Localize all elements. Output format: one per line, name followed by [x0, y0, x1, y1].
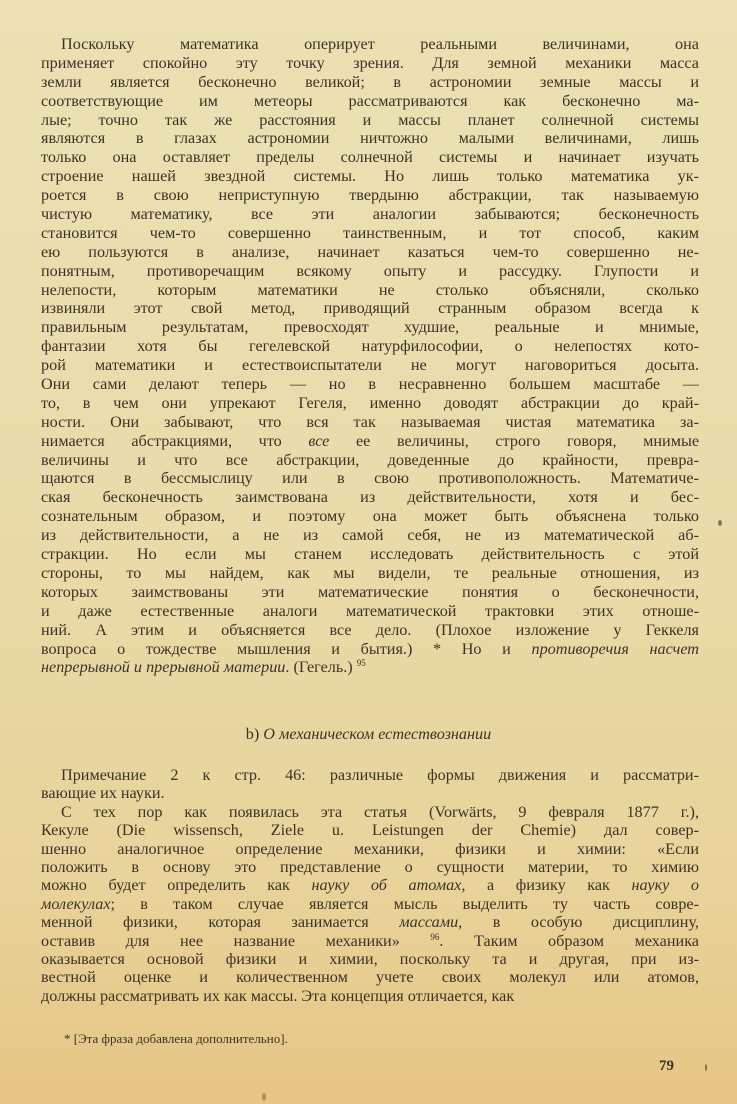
text-segment: . Таким образом механика	[439, 931, 699, 950]
text-line	[41, 356, 699, 375]
text-line	[41, 526, 699, 545]
text-segment: оставив для нее название механики»	[41, 931, 431, 950]
text-segment: из действительности, а не из самой себя, не из математической аб-	[41, 526, 699, 545]
text-segment: щаются в бессмыслицу или в свою противоположность. Математиче-	[41, 469, 699, 488]
text-segment: Поскольку математика оперирует реальными величинами, она	[61, 35, 699, 53]
text-segment: ская бесконечность заимствована из действительности, хотя и бес-	[41, 488, 699, 507]
text-segment: стороны, то мы найдем, как мы видели, те реальные отношения, из	[41, 563, 699, 582]
text-segment: то, в чем они упрекают Гегеля, именно доводят абстракции до край-	[41, 393, 699, 412]
text-segment: лые; точно так же расстояния и массы планет солнечной системы	[41, 110, 699, 129]
text-line	[41, 932, 699, 950]
text-line	[41, 564, 699, 583]
text-segment: , в особую дисциплину,	[458, 913, 699, 932]
text-segment: извиняли этот свой метод, приводящий странным образом всегда к	[41, 299, 699, 318]
text-line	[41, 987, 699, 1005]
note-reference: 95	[356, 658, 366, 669]
paragraph-mechanical-science	[41, 766, 699, 1005]
text-line	[41, 784, 699, 802]
section-label: b)	[245, 725, 260, 743]
text-line	[41, 73, 699, 92]
text-line	[41, 469, 699, 488]
text-segment: строение нашей звездной системы. Но лишь только математика ук-	[41, 167, 699, 186]
text-segment: Кекуле (Die wissensch, Ziele u. Leistungen der Chemie) дал совер-	[41, 821, 699, 840]
italic-text: противоречия насчет	[531, 639, 699, 658]
italic-text: науку об атомах	[311, 876, 462, 895]
page-number: 79	[659, 1058, 674, 1074]
text-line	[41, 243, 699, 262]
text-line	[41, 968, 699, 986]
text-segment: положить в основу это представление о сущности материи, то химию	[41, 857, 699, 876]
text-segment: ности. Они забывают, что вся так называемая чистая математика за-	[41, 412, 699, 431]
text-segment: рой математики и естествоиспытатели не могут наговориться досыта.	[41, 356, 699, 375]
text-segment: , а физику как	[461, 876, 632, 895]
text-segment: фантазии хотя бы гегелевской натурфилософии, о нелепостях кото-	[41, 337, 699, 356]
text-segment: которых заимствованы эти математические понятия о бесконечности,	[41, 582, 699, 601]
text-segment: вестной оценке и количественном учете своих молекул или атомов,	[41, 968, 699, 987]
text-segment: только она оставляет пределы солнечной системы и начинает изучать	[41, 148, 699, 167]
text-segment: Они сами делают теперь — но в несравненно большем масштабе —	[41, 375, 699, 394]
text-line	[41, 621, 699, 640]
text-line	[41, 895, 699, 913]
text-segment: понятным, противоречащим всякому опыту и рассудку. Глупости и	[41, 261, 699, 280]
text-line	[41, 54, 699, 73]
text-line	[41, 129, 699, 148]
text-segment: земли является бесконечно великой; в астрономии земные массы и	[41, 72, 699, 91]
text-segment: применяет спокойно эту точку зрения. Для земной механики масса	[41, 53, 699, 72]
text-line	[41, 318, 699, 337]
text-segment: роется в свою неприступную твердыню абстракции, так называемую	[41, 186, 699, 205]
text-segment: менной физики, которая занимается	[41, 913, 400, 932]
text-segment: должны рассматривать их как массы. Эта концепция отличается, как	[41, 986, 515, 1005]
text-line	[41, 299, 699, 318]
text-line	[41, 821, 699, 839]
text-segment: нимается абстракциями, что	[41, 431, 309, 450]
text-line	[41, 148, 699, 167]
text-segment: правильным результатам, превосходят худшие, реальные и мнимые,	[41, 318, 699, 337]
text-segment: нелепости, которым математики не столько объясняли, сколько	[41, 280, 699, 299]
text-segment: чистую математику, все эти аналогии забываются; бесконечность	[41, 205, 699, 224]
text-segment: Примечание 2 к стр. 46: различные формы движения и рассматри-	[61, 766, 699, 784]
text-line	[41, 913, 699, 931]
text-line	[41, 840, 699, 858]
text-line	[41, 451, 699, 470]
text-segment: величины и что все абстракции, доведенные до крайности, превра-	[41, 450, 699, 469]
text-line	[41, 545, 699, 564]
text-segment: можно будет определить как	[41, 876, 312, 895]
text-line	[41, 488, 699, 507]
text-segment: С тех пор как появилась эта статья (Vorwärts, 9 февраля 1877 г.),	[61, 802, 699, 821]
text-segment: и даже естественные аналоги математической трактовки этих отноше-	[41, 601, 699, 620]
text-line	[41, 35, 699, 54]
footnote: * [Эта фраза добавлена дополнительно].	[64, 1031, 288, 1046]
text-segment: . (Гегель.)	[285, 658, 357, 677]
text-line	[41, 876, 699, 894]
text-line	[41, 766, 699, 784]
ink-speck	[705, 1064, 707, 1071]
text-line	[41, 432, 699, 451]
text-line	[41, 658, 699, 677]
text-segment: ее величины, строго говоря, мнимые	[329, 431, 700, 450]
text-line	[41, 281, 699, 300]
text-line	[41, 602, 699, 621]
text-line	[41, 394, 699, 413]
italic-text: массами	[399, 913, 459, 932]
text-line	[41, 262, 699, 281]
text-line	[41, 92, 699, 111]
italic-text: непрерывной и прерывной материи	[41, 658, 286, 677]
text-line	[41, 205, 699, 224]
text-line	[41, 640, 699, 659]
text-segment: шенно аналогичное определение механики, физики и химии: «Если	[41, 839, 699, 858]
text-segment: стракции. Но если мы станем исследовать действительность с этой	[41, 545, 699, 564]
text-line	[41, 224, 699, 243]
text-line	[41, 375, 699, 394]
text-line	[41, 111, 699, 130]
text-line	[41, 507, 699, 526]
text-segment: сознательным образом, и поэтому она может быть объяснена только	[41, 507, 699, 526]
text-line	[41, 950, 699, 968]
text-line	[41, 858, 699, 876]
text-segment: ; в таком случае является мысль выделить ту часть совре-	[110, 894, 699, 913]
text-segment: становится чем-то совершенно таинственным, и тот способ, каким	[41, 223, 699, 242]
text-line	[41, 167, 699, 186]
text-segment: ний. А этим и объясняется все дело. (Плохое изложение у Геккеля	[41, 620, 699, 639]
text-segment: оказывается основой физики и химии, поскольку та и другая, при из-	[41, 949, 699, 968]
text-line	[41, 583, 699, 602]
italic-text: науку о	[631, 876, 700, 895]
text-line	[41, 186, 699, 205]
ink-speck	[718, 520, 722, 526]
paragraph-infinity-mathematics	[41, 35, 699, 677]
text-line	[41, 337, 699, 356]
text-line	[41, 413, 699, 432]
text-segment: соответствующие им метеоры рассматриваются как бесконечно ма-	[41, 91, 699, 110]
text-line	[41, 803, 699, 821]
section-title: О механическом естествознании	[263, 725, 492, 743]
text-segment: вающие их науки.	[41, 784, 165, 803]
text-segment: вопроса о тождестве мышления и бытия.) * Но и	[41, 639, 532, 658]
note-reference: 96	[430, 931, 440, 942]
section-heading	[0, 725, 737, 744]
ink-speck	[262, 1093, 266, 1101]
text-segment: являются в глазах астрономии ничтожно малыми величинами, лишь	[41, 129, 699, 148]
italic-text: молекулах	[41, 894, 111, 913]
text-segment: ею пользуются в анализе, начинает казаться чем-то совершенно не-	[41, 242, 699, 261]
italic-text: все	[308, 431, 330, 450]
